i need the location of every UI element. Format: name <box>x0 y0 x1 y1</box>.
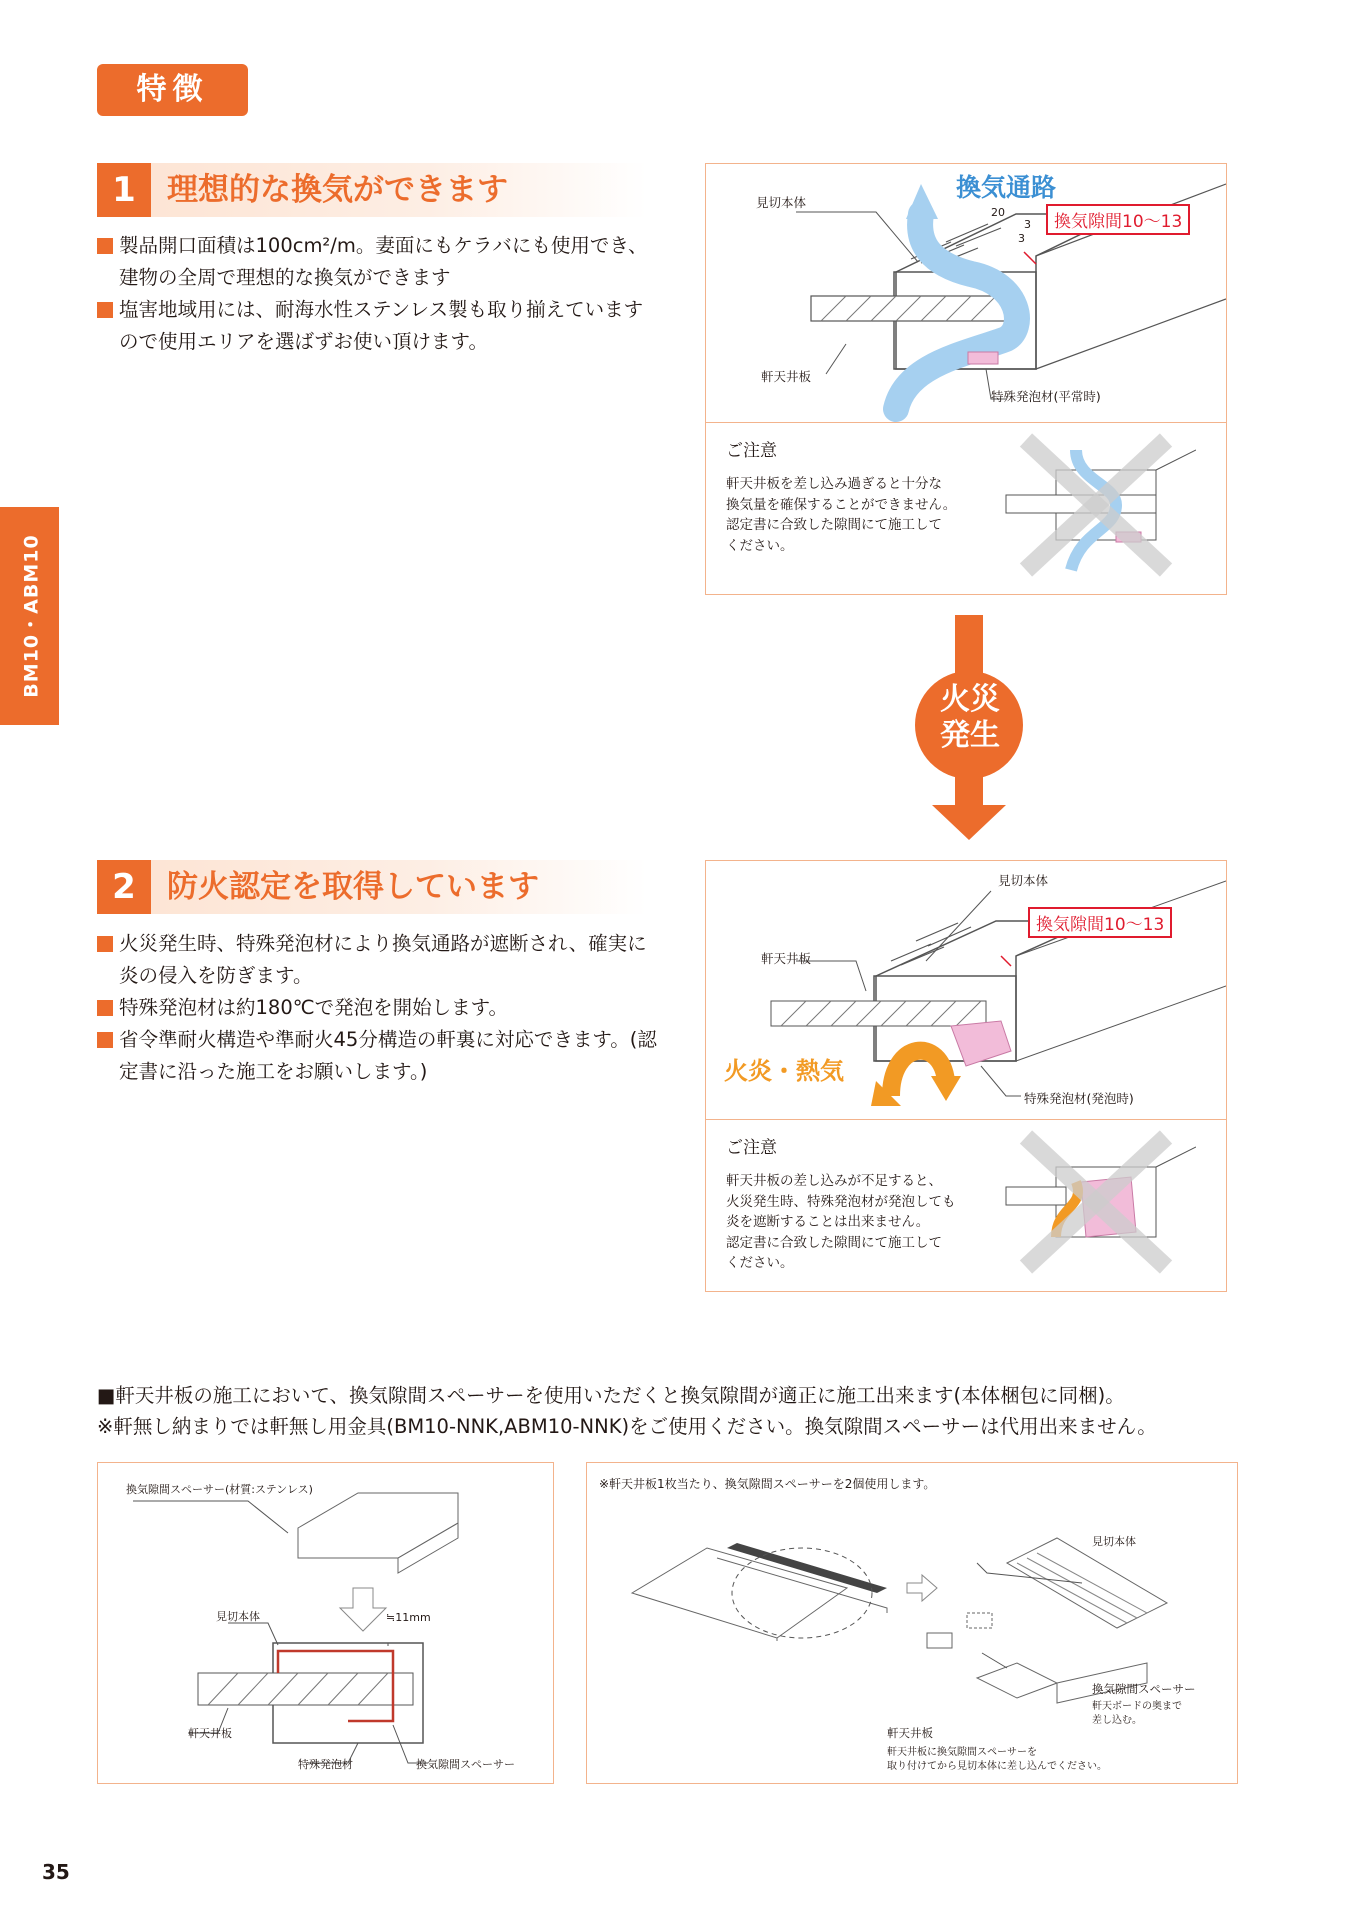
board-label: 軒天井板 <box>761 951 812 966</box>
note-line: ■軒天井板の施工において、換気隙間スペーサーを使用いただくと換気隙間が適正に施工出来ます(本体梱包に同梱)。 <box>97 1384 1125 1407</box>
section2-bullet: 省令準耐火構造や準耐火45分構造の軒裏に対応できます。(認定書に沿った施工をお願いします。) <box>97 1024 657 1088</box>
dim-3b: 3 <box>1018 232 1025 245</box>
spacer-label: 換気隙間スペーサー <box>1092 1682 1196 1696</box>
wrong-install-diagram <box>996 1127 1196 1277</box>
caution-line: 軒天井板を差し込み過ぎると十分な <box>726 476 942 492</box>
foam-label: 特殊発泡材 <box>298 1758 353 1771</box>
fire-arrow-label <box>910 682 1030 754</box>
board-label: 軒天井板 <box>761 369 812 384</box>
caution-line: 換気量を確保することができません。 <box>726 496 957 513</box>
side-tab-label: BM10・ABM10 <box>20 534 42 698</box>
board-sub1: 軒天井板に換気隙間スペーサーを <box>887 1747 1037 1758</box>
note-line: ※軒無し納まりでは軒無し用金具(BM10-NNK,ABM10-NNK)をご使用ください。換気隙間スペーサーは代用出来ません。 <box>97 1415 1157 1438</box>
caution-line: 認定書に合致した隙間にて施工して <box>726 1234 942 1251</box>
airflow-label: 換気通路 <box>956 173 1057 202</box>
dim-3a: 3 <box>1024 218 1031 231</box>
body-label: 見切本体 <box>998 873 1049 888</box>
panel-note: ※軒天井板1枚当たり、換気隙間スペーサーを2個使用します。 <box>599 1477 936 1491</box>
installation-panel <box>586 1462 1238 1784</box>
spacer-diagram <box>98 1463 553 1783</box>
section2-bullet: 火災発生時、特殊発泡材により換気通路が遮断され、確実に炎の侵入を防ぎます。 <box>97 928 657 992</box>
panel-divider <box>706 422 1226 423</box>
board-sub2: 取り付けてから見切本体に差し込んでください。 <box>887 1761 1107 1772</box>
section1-number: 1 <box>97 163 151 217</box>
spacer-sub1: 軒天ボードの奥まで <box>1092 1701 1182 1712</box>
section1-bullets <box>97 230 657 358</box>
section2-number: 2 <box>97 860 151 914</box>
caution-title: ご注意 <box>726 441 777 461</box>
section2-title: 防火認定を取得しています <box>167 869 539 905</box>
foam-label: 特殊発泡材(平常時) <box>991 389 1101 404</box>
fire-label-line1: 火災 <box>940 682 1000 717</box>
board-label: 軒天井板 <box>188 1727 232 1740</box>
section1-bullet: 塩害地域用には、耐海水性ステンレス製も取り揃えていますので使用エリアを選ばずお使い頂けます。 <box>97 294 657 358</box>
fire-label-line2: 発生 <box>940 718 1000 753</box>
dim-20: 20 <box>991 206 1005 219</box>
section1-diagram-panel <box>705 163 1227 595</box>
wrong-install-diagram <box>996 430 1196 580</box>
body-label: 見切本体 <box>1092 1535 1136 1548</box>
foam-label: 特殊発泡材(発泡時) <box>1024 1091 1134 1106</box>
spacer-material-label: 換気隙間スペーサー(材質:ステンレス) <box>126 1483 313 1496</box>
caution-line: 火災発生時、特殊発泡材が発泡しても <box>726 1193 956 1210</box>
caution-line: 認定書に合致した隙間にて施工して <box>726 517 942 533</box>
page-number: 35 <box>42 1860 70 1884</box>
spacer-detail-panel <box>97 1462 554 1784</box>
bottom-notes <box>97 1380 1157 1442</box>
section1-title: 理想的な換気ができます <box>167 172 508 208</box>
heat-label: 火炎・熱気 <box>724 1057 844 1085</box>
feature-badge: 特徴 <box>97 64 248 116</box>
body-label: 見切本体 <box>216 1610 260 1623</box>
caution-line: ください。 <box>726 537 794 554</box>
section1-heading <box>97 163 647 217</box>
dim-label: ≒11mm <box>386 1611 431 1624</box>
panel-divider <box>706 1119 1226 1120</box>
side-tab <box>0 507 59 725</box>
caution-line: ください。 <box>726 1255 794 1271</box>
section2-bullets <box>97 928 657 1088</box>
caution-title: ご注意 <box>726 1138 777 1158</box>
spacer-sub2: 差し込む。 <box>1092 1715 1142 1726</box>
section2-diagram-panel <box>705 860 1227 1292</box>
section2-bullet: 特殊発泡材は約180℃で発泡を開始します。 <box>97 992 657 1024</box>
caution-line: 炎を遮断することは出来ません。 <box>726 1214 930 1230</box>
gap-label: 換気隙間10〜13 <box>1028 907 1172 938</box>
body-label: 見切本体 <box>756 195 807 210</box>
gap-label: 換気隙間10〜13 <box>1046 204 1190 235</box>
board-label: 軒天井板 <box>887 1726 933 1740</box>
caution-text <box>726 1171 956 1274</box>
section1-bullet: 製品開口面積は100cm²/m。妻面にもケラバにも使用でき、建物の全周で理想的な換気ができます <box>97 230 657 294</box>
spacer-label: 換気隙間スペーサー <box>416 1758 515 1771</box>
caution-line: 軒天井板の差し込みが不足すると、 <box>726 1173 942 1189</box>
caution-text <box>726 474 956 556</box>
section2-heading <box>97 860 647 914</box>
